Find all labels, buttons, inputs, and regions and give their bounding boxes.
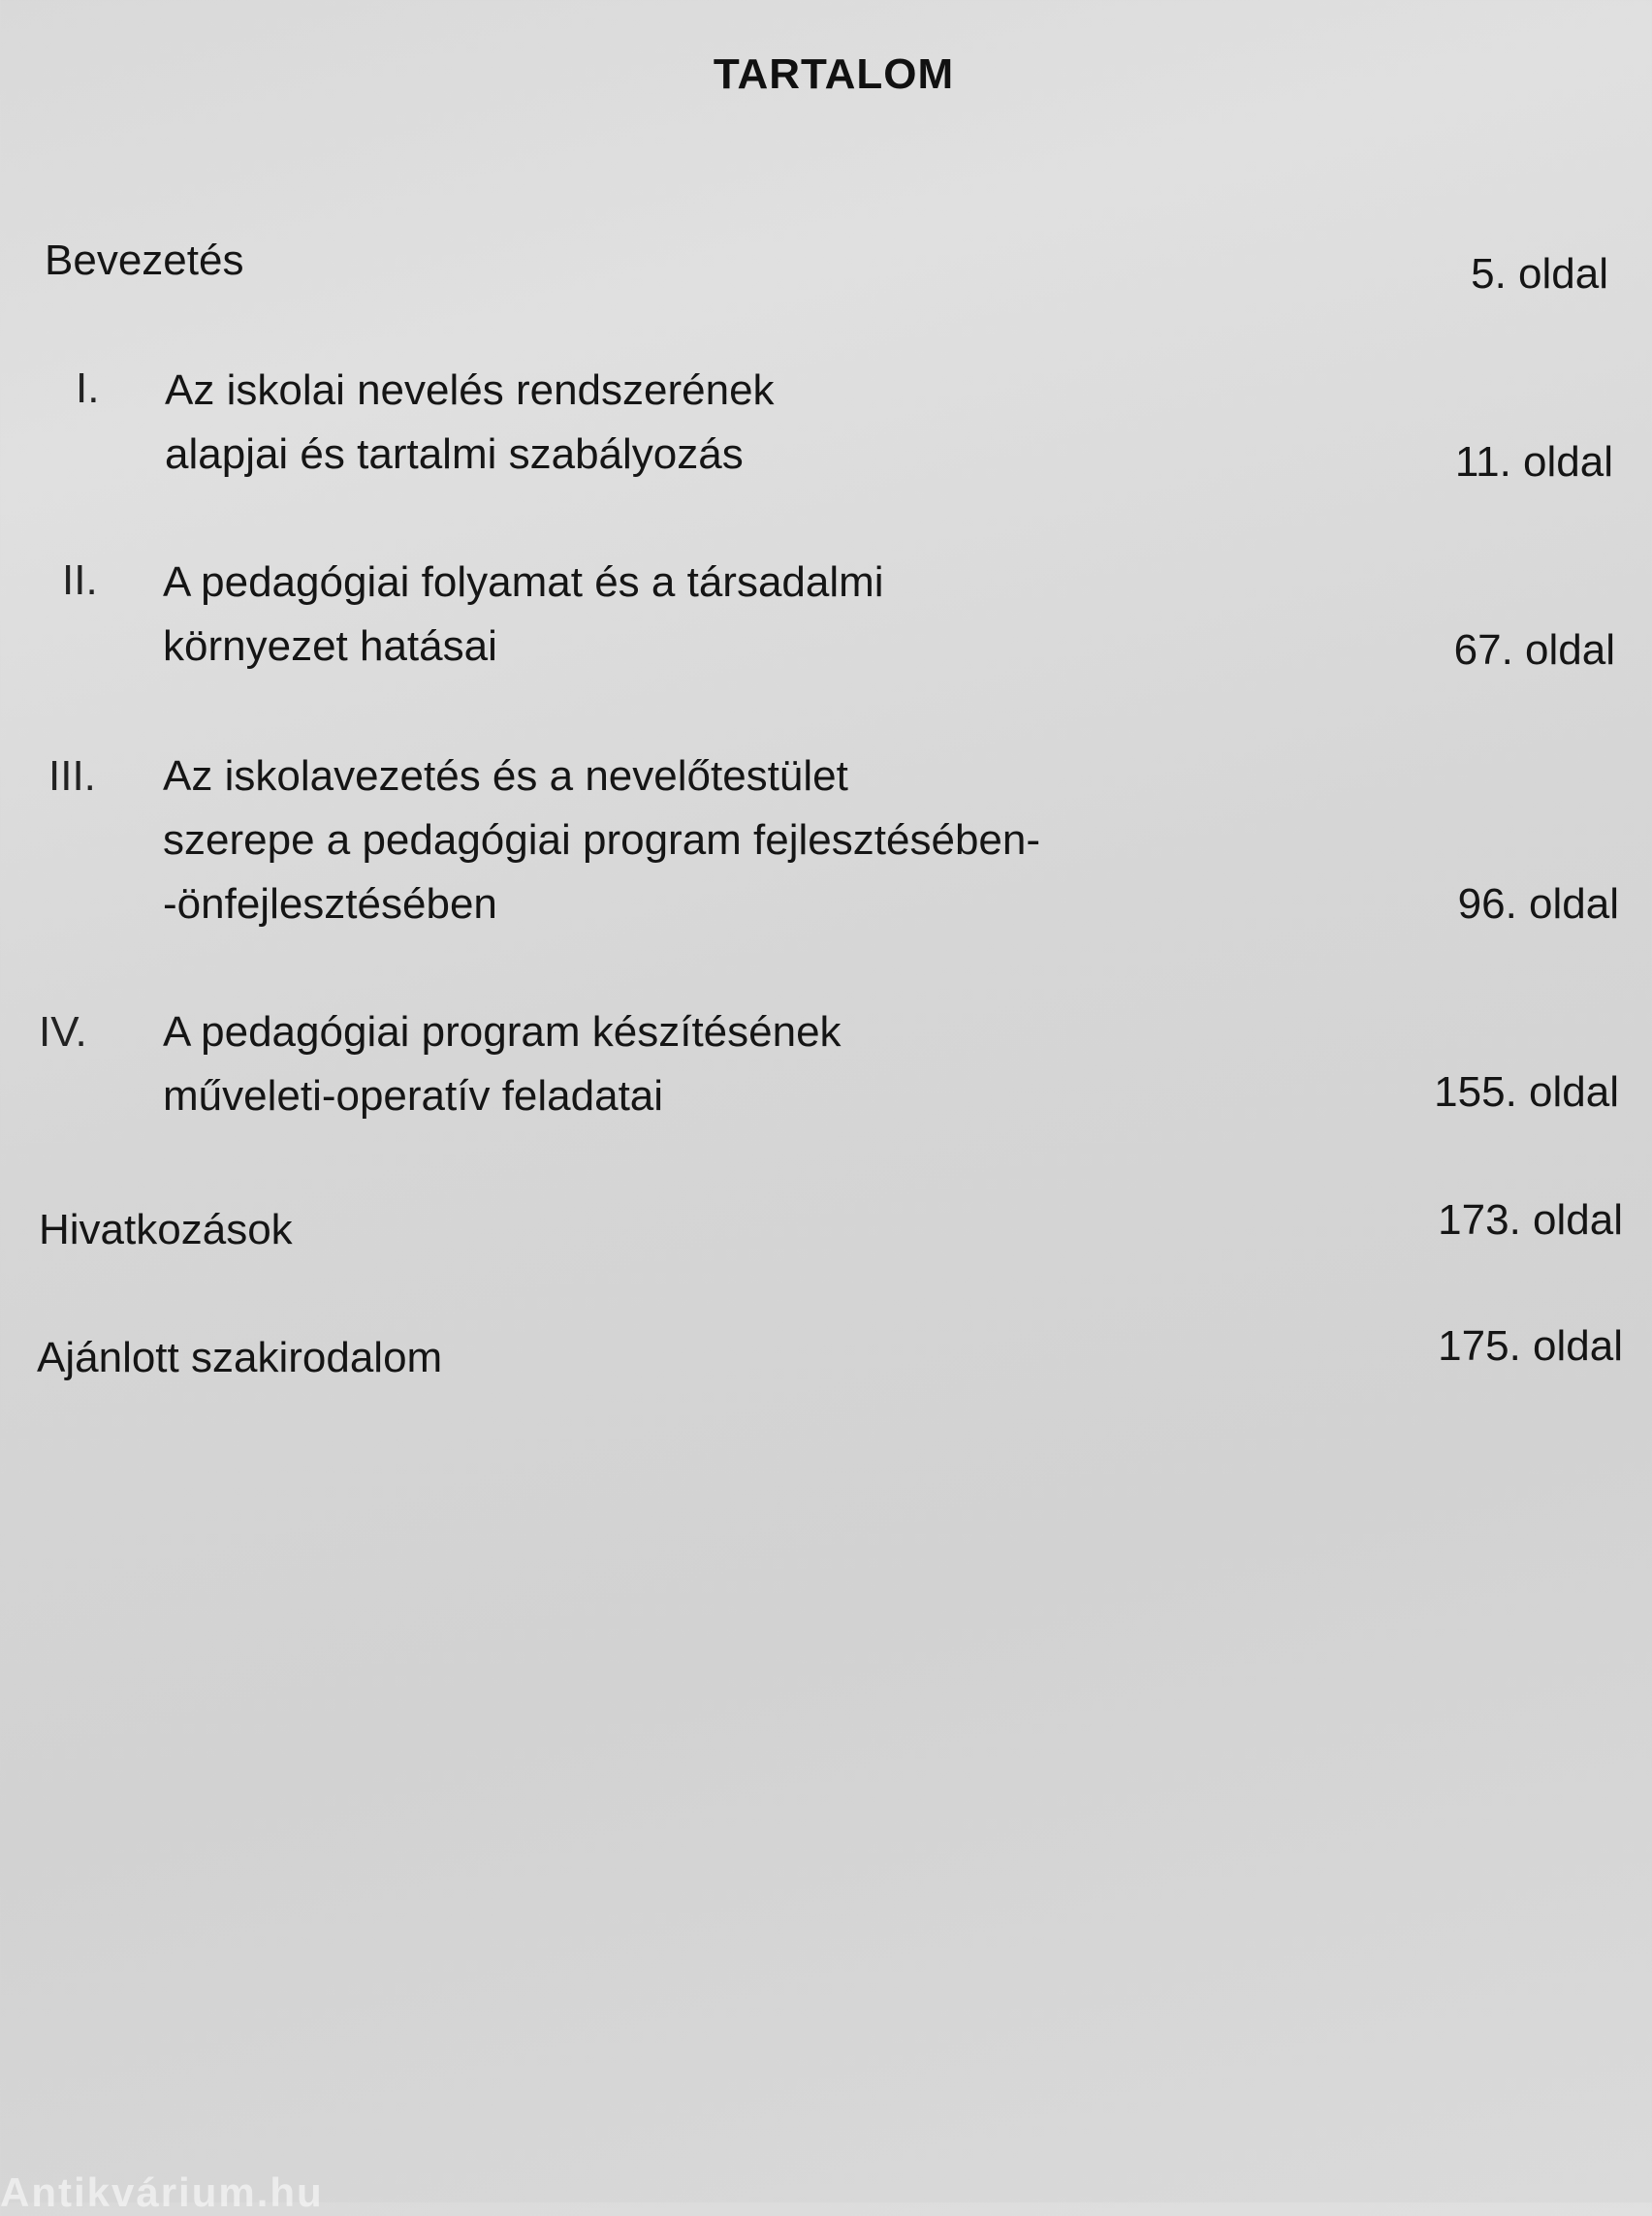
toc-entry-hivatkozasok-title: Hivatkozások xyxy=(39,1206,293,1253)
toc-entry-4-line-2: műveleti-operatív feladatai xyxy=(163,1072,664,1120)
toc-entry-4-page: 155. oldal xyxy=(1434,1068,1619,1116)
toc-entry-4-line-1: A pedagógiai program készítésének xyxy=(163,1008,842,1056)
toc-entry-szakirodalom-page: 175. oldal xyxy=(1438,1322,1623,1370)
toc-entry-3-line-1: Az iskolavezetés és a nevelőtestület xyxy=(163,752,848,800)
toc-entry-3-numeral: III. xyxy=(48,752,96,800)
toc-entry-1-line-1: Az iskolai nevelés rendszerének xyxy=(165,366,775,414)
toc-entry-hivatkozasok-page: 173. oldal xyxy=(1438,1196,1623,1244)
toc-entry-2-line-1: A pedagógiai folyamat és a társadalmi xyxy=(163,558,884,606)
toc-entry-1-numeral: I. xyxy=(76,364,100,412)
toc-entry-2-numeral: II. xyxy=(62,556,98,604)
watermark: Antikvárium.hu xyxy=(0,2169,324,2215)
toc-entry-1-page: 11. oldal xyxy=(1454,438,1613,486)
page-title: TARTALOM xyxy=(713,50,955,98)
toc-entry-3-line-2: szerepe a pedagógiai program fejlesztésében- xyxy=(163,816,1041,864)
toc-entry-bevezetes-title: Bevezetés xyxy=(45,237,244,284)
toc-entry-3-page: 96. oldal xyxy=(1457,880,1619,928)
toc-entry-2-line-2: környezet hatásai xyxy=(163,622,497,670)
toc-entry-1-line-2: alapjai és tartalmi szabályozás xyxy=(165,430,744,478)
toc-entry-szakirodalom-title: Ajánlott szakirodalom xyxy=(37,1334,443,1381)
toc-entry-2-page: 67. oldal xyxy=(1453,626,1615,674)
toc-entry-bevezetes-page: 5. oldal xyxy=(1471,250,1608,298)
toc-entry-3-line-3: -önfejlesztésében xyxy=(163,880,497,928)
toc-entry-4-numeral: IV. xyxy=(39,1008,87,1056)
